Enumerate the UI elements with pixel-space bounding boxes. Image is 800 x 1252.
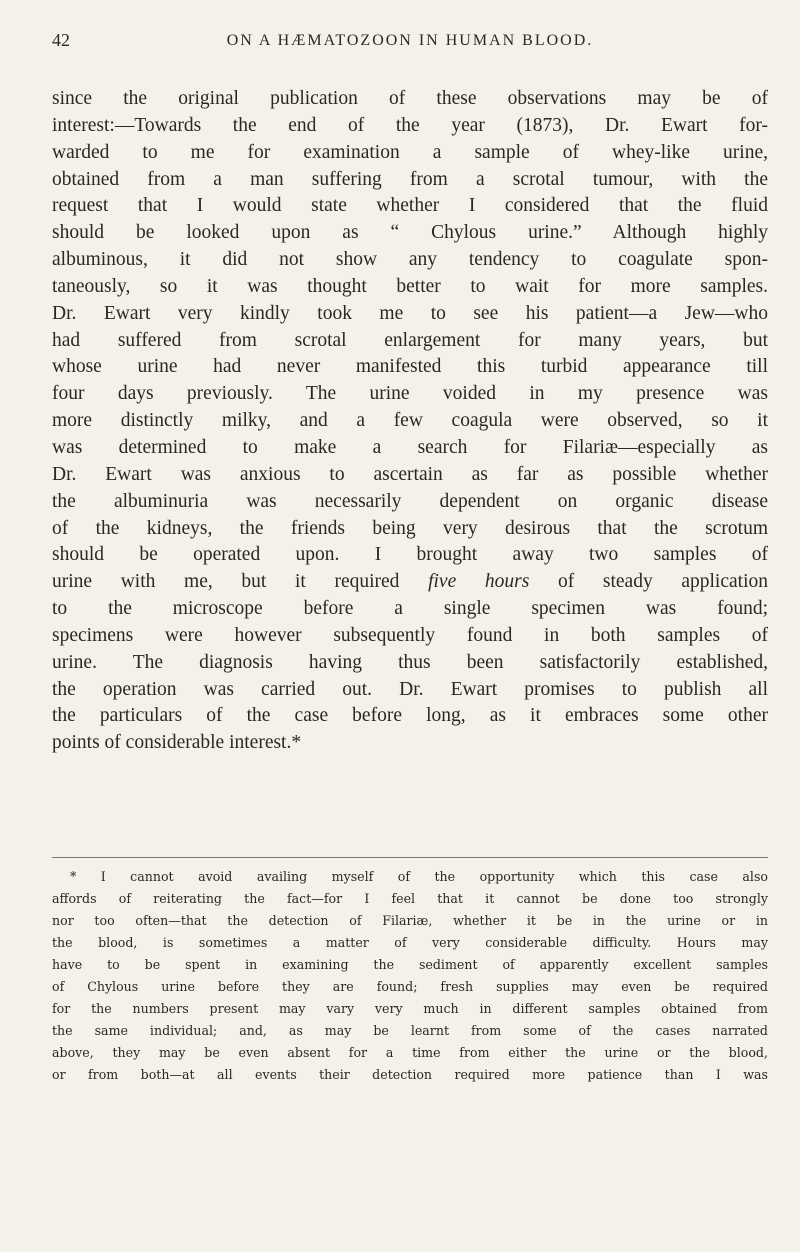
body-line: should be looked upon as “ Chylous urine.” Although highly — [52, 222, 768, 244]
body-text-segment: of steady application — [529, 571, 768, 593]
running-header — [52, 30, 768, 54]
body-line: points of considerable interest.* — [52, 732, 302, 754]
emphasis-text: five hours — [428, 571, 530, 593]
footnote-line: * I cannot avoid availing myself of the opportunity which this case also — [70, 869, 768, 884]
body-line: interest:—Towards the end of the year (1873), Dr. Ewart for- — [52, 114, 768, 136]
footnote-line: or from both—at all events their detection required more patience than I was — [52, 1067, 768, 1082]
body-line: whose urine had never manifested this turbid appearance till — [52, 356, 768, 378]
body-line: since the original publication of these observations may be of — [52, 88, 768, 109]
page-number: 42 — [52, 30, 70, 50]
body-line: the albuminuria was necessarily dependent on organic disease — [52, 490, 768, 512]
body-line: urine. The diagnosis having thus been satisfactorily established, — [52, 651, 768, 673]
body-line: albuminous, it did not show any tendency to coagulate spon- — [52, 249, 768, 271]
body-line: more distinctly milky, and a few coagula were observed, so it — [52, 410, 768, 432]
running-title: ON A HÆMATOZOON IN HUMAN BLOOD. — [226, 32, 594, 49]
footnote-line: of Chylous urine before they are found; fresh supplies may even be required — [52, 979, 768, 994]
body-line — [52, 569, 768, 596]
body-line: to the microscope before a single specimen was found; — [52, 598, 768, 620]
body-text-segment: urine with me, but it required — [52, 571, 429, 593]
footnote-line: affords of reiterating the fact—for I feel that it cannot be done too strongly — [52, 891, 768, 906]
body-line: the particulars of the case before long, as it embraces some other — [52, 705, 768, 727]
body-line: taneously, so it was thought better to wait for more samples. — [52, 275, 768, 297]
footnote — [52, 866, 768, 1086]
body-line: the operation was carried out. Dr. Ewart promises to publish all — [52, 678, 768, 700]
footnote-line: have to be spent in examining the sediment of apparently excellent samples — [52, 957, 768, 972]
footnote-line: above, they may be even absent for a time from either the urine or the blood, — [52, 1045, 768, 1060]
footnote-line: nor too often—that the detection of Filariæ, whether it be in the urine or in — [52, 913, 768, 928]
footnote-line: for the numbers present may vary very much in different samples obtained from — [52, 1001, 768, 1016]
body-line: warded to me for examination a sample of whey-like urine, — [52, 141, 768, 163]
body-line: four days previously. The urine voided in my presence was — [52, 383, 768, 405]
body-line: had suffered from scrotal enlargement for many years, but — [52, 329, 768, 351]
footnote-line: the blood, is sometimes a matter of very considerable difficulty. Hours may — [52, 935, 768, 950]
body-line: was determined to make a search for Filariæ—especially as — [52, 436, 768, 458]
body-line: request that I would state whether I considered that the fluid — [52, 195, 768, 217]
body-line: of the kidneys, the friends being very desirous that the scrotum — [52, 517, 768, 539]
body-line: obtained from a man suffering from a scrotal tumour, with the — [52, 168, 768, 190]
body-text — [52, 86, 768, 757]
body-line: should be operated upon. I brought away two samples of — [52, 544, 768, 566]
footnote-rule — [52, 857, 768, 858]
body-line: specimens were however subsequently found in both samples of — [52, 624, 768, 646]
body-line: Dr. Ewart was anxious to ascertain as far as possible whether — [52, 463, 768, 485]
footnote-line: the same individual; and, as may be learnt from some of the cases narrated — [52, 1023, 768, 1038]
body-line: Dr. Ewart very kindly took me to see his patient—a Jew—who — [52, 302, 768, 324]
